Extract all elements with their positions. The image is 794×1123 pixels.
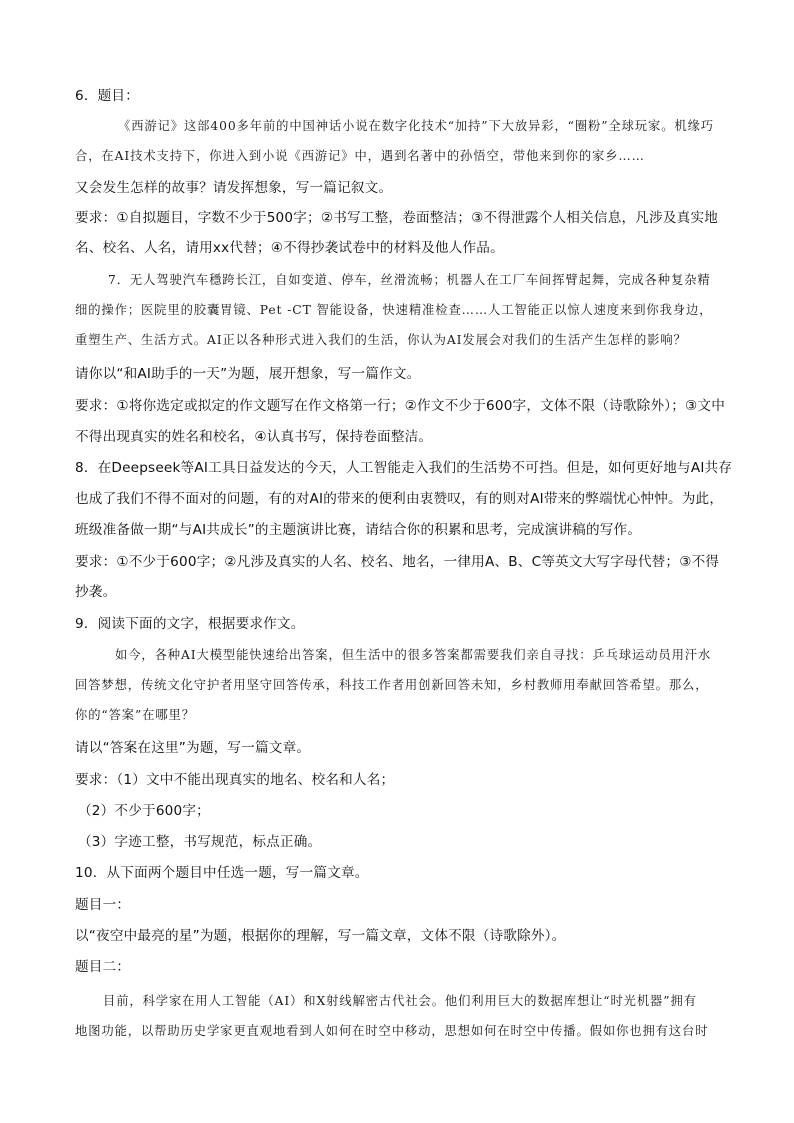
q7-passage-line-3: 重塑生产、生活方式。AI正以各种形式进入我们的生活，你认为AI发展会对我们的生活产生怎样的影响？ — [75, 333, 687, 347]
q7-prompt: 请你以“和AI助手的一天”为题，展开想象，写一篇作文。 — [75, 366, 421, 382]
q10-option2-passage-line-2: 地图功能，以帮助历史学家更直观地看到人如何在时空中移动，思想如何在时空中传播。假如你也拥有这台时 — [75, 1024, 709, 1038]
q9-passage-line-1: 如今，各种AI大模型能快速给出答案，但生活中的很多答案都需要我们亲自寻找：乒乓球运动员用汗水 — [115, 648, 712, 662]
q9-requirement-2: （2）不少于600字； — [78, 803, 210, 819]
q10-option1-text: 以“夜空中最亮的星”为题，根据你的理解，写一篇文章，文体不限（诗歌除外）。 — [75, 928, 566, 944]
q6-requirement-line-1: 要求：①自拟题目，字数不少于500字；②书写工整，卷面整洁；③不得泄露个人相关信息，凡涉及真实地 — [75, 210, 719, 226]
q8-requirement-line-1: 要求：①不少于600字；②凡涉及真实的人名、校名、地名，一律用A、B、C等英文大写字母代替；③不得 — [75, 554, 720, 570]
q10-option2-passage-line-1: 目前，科学家在用人工智能（AI）和X射线解密古代社会。他们利用巨大的数据库想让“时光机器”拥有 — [103, 994, 697, 1008]
q9-requirement-1: 要求：（1）文中不能出现真实的地名、校名和人名； — [75, 772, 395, 788]
q9-requirement-3: （3）字迹工整，书写规范，标点正确。 — [78, 834, 322, 850]
q8-body-line-1: 8．在Deepseek等AI工具日益发达的今天，人工智能走入我们的生活势不可挡。但是，如何更好地与AI共存 — [75, 460, 733, 476]
q9-prompt: 请以“答案在这里”为题，写一篇文章。 — [75, 740, 311, 756]
q10-option1-label: 题目一： — [75, 897, 131, 913]
q6-requirement-line-2: 名、校名、人名，请用xx代替；④不得抄袭试卷中的材料及他人作品。 — [75, 240, 504, 256]
q7-passage-line-2: 细的操作；医院里的胶囊胃镜、Pet -CT 智能设备，快速精准检查……人工智能正以惊人速度来到你我身边， — [75, 303, 713, 317]
q10-option2-label: 题目二： — [75, 959, 131, 975]
q6-passage-line-2: 合，在AI技术支持下，你进入到小说《西游记》中，遇到名著中的孙悟空，带他来到你的家乡…… — [75, 149, 645, 163]
q7-requirement-line-2: 不得出现真实的姓名和校名，④认真书写，保持卷面整洁。 — [75, 429, 433, 445]
q10-title: 10．从下面两个题目中任选一题，写一篇文章。 — [75, 865, 369, 881]
q7-requirement-line-1: 要求：①将你选定或拟定的作文题写在作文格第一行；②作文不少于600字，文体不限（诗歌除外）；③文中 — [75, 398, 726, 414]
q6-passage-line-1: 《西游记》这部400多年前的中国神话小说在数字化技术“加持”下大放异彩，“圈粉”全球玩家。机缘巧 — [118, 119, 714, 133]
q9-passage-line-2: 回答梦想，传统文化守护者用坚守回答传承，科技工作者用创新回答未知，乡村教师用奉献回答希望。那么， — [75, 678, 709, 692]
q6-prompt: 又会发生怎样的故事？请发挥想象，写一篇记叙文。 — [75, 180, 393, 196]
q8-body-line-3: 班级准备做一期“与AI共成长”的主题演讲比赛，请结合你的积累和思考，完成演讲稿的写作。 — [75, 522, 642, 538]
q7-passage-line-1: 7．无人驾驶汽车穩跨长江，自如变道、停车，丝滑流畅；机器人在工厂车间挥臂起舞，完成各种复杂精 — [108, 273, 711, 287]
q9-passage-line-3: 你的“答案”在哪里？ — [75, 708, 195, 722]
q9-title: 9．阅读下面的文字，根据要求作文。 — [75, 616, 305, 632]
q8-body-line-2: 也成了我们不得不面对的问题，有的对AI的带来的便利由衷赞叹，有的则对AI带来的弊端忧心忡忡。为此， — [75, 491, 724, 507]
q8-requirement-line-2: 抄袭。 — [75, 584, 117, 600]
q6-title: 6．题目： — [75, 88, 140, 104]
